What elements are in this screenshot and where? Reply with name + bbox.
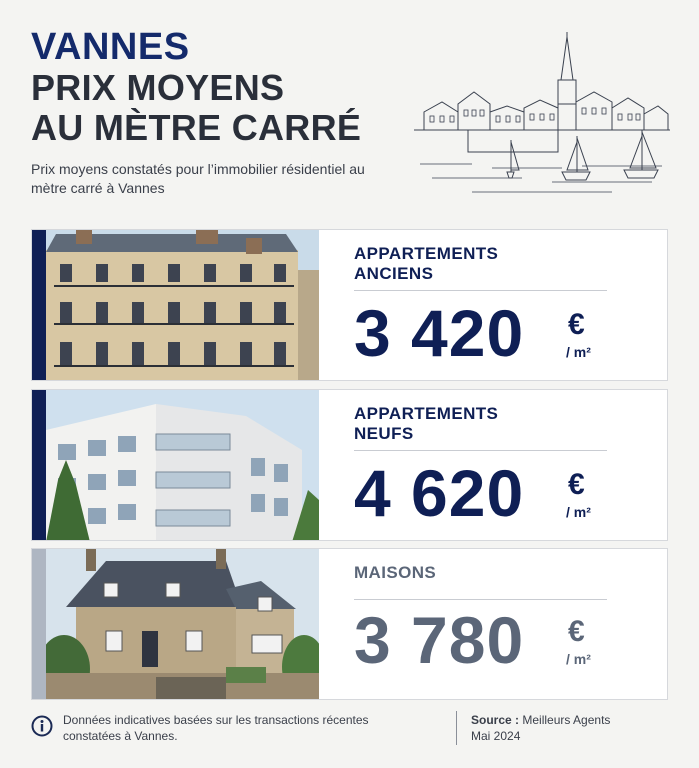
stone-house-photo [46, 549, 319, 699]
card-label-line2: NEUFS [354, 424, 414, 443]
price-value: 3 420 [354, 296, 525, 370]
card-accent-bar [32, 549, 46, 699]
source-name: Meilleurs Agents [522, 713, 611, 727]
card-accent-bar [32, 230, 46, 380]
header [31, 26, 411, 198]
card-info [354, 390, 667, 540]
price-card-appartements-anciens [31, 229, 668, 381]
price-value: 4 620 [354, 456, 525, 530]
card-label-line1: APPARTEMENTS [354, 244, 499, 263]
vannes-skyline-sketch [412, 32, 674, 202]
price-unit: / m² [566, 504, 591, 520]
footer [31, 707, 668, 747]
currency-symbol: € [568, 468, 585, 501]
source-info [471, 712, 610, 744]
card-divider [354, 290, 607, 291]
modern-building-photo [46, 390, 319, 540]
currency-symbol: € [568, 615, 585, 648]
price-card-maisons [31, 548, 668, 700]
source-label: Source : [471, 713, 520, 727]
currency-symbol: € [568, 308, 585, 341]
card-label-line2: ANCIENS [354, 264, 434, 283]
price-unit: / m² [566, 344, 591, 360]
city-title: VANNES [31, 26, 190, 68]
card-divider [354, 599, 607, 600]
card-label [354, 404, 594, 444]
price-unit: / m² [566, 651, 591, 667]
card-label-line1: APPARTEMENTS [354, 404, 499, 423]
footer-divider [456, 711, 457, 745]
card-accent-bar [32, 390, 46, 540]
card-info [354, 549, 667, 699]
source-date: Mai 2024 [471, 729, 521, 743]
subtitle: Prix moyens constatés pour l’immobilier résidentiel au mètre carré à Vannes [31, 161, 365, 196]
price-value: 3 780 [354, 603, 525, 677]
card-divider [354, 450, 607, 451]
card-label-line1: MAISONS [354, 563, 437, 582]
card-info [354, 230, 667, 380]
card-label [354, 244, 594, 284]
info-icon [31, 715, 53, 737]
page-title-line1: PRIX MOYENS [31, 67, 285, 108]
haussmann-building-photo [46, 230, 319, 380]
card-label [354, 563, 594, 583]
disclaimer-note: Données indicatives basées sur les transactions récentes constatées à Vannes. [63, 713, 369, 743]
page-title-line2: AU MÈTRE CARRÉ [31, 107, 362, 148]
price-card-appartements-neufs [31, 389, 668, 541]
